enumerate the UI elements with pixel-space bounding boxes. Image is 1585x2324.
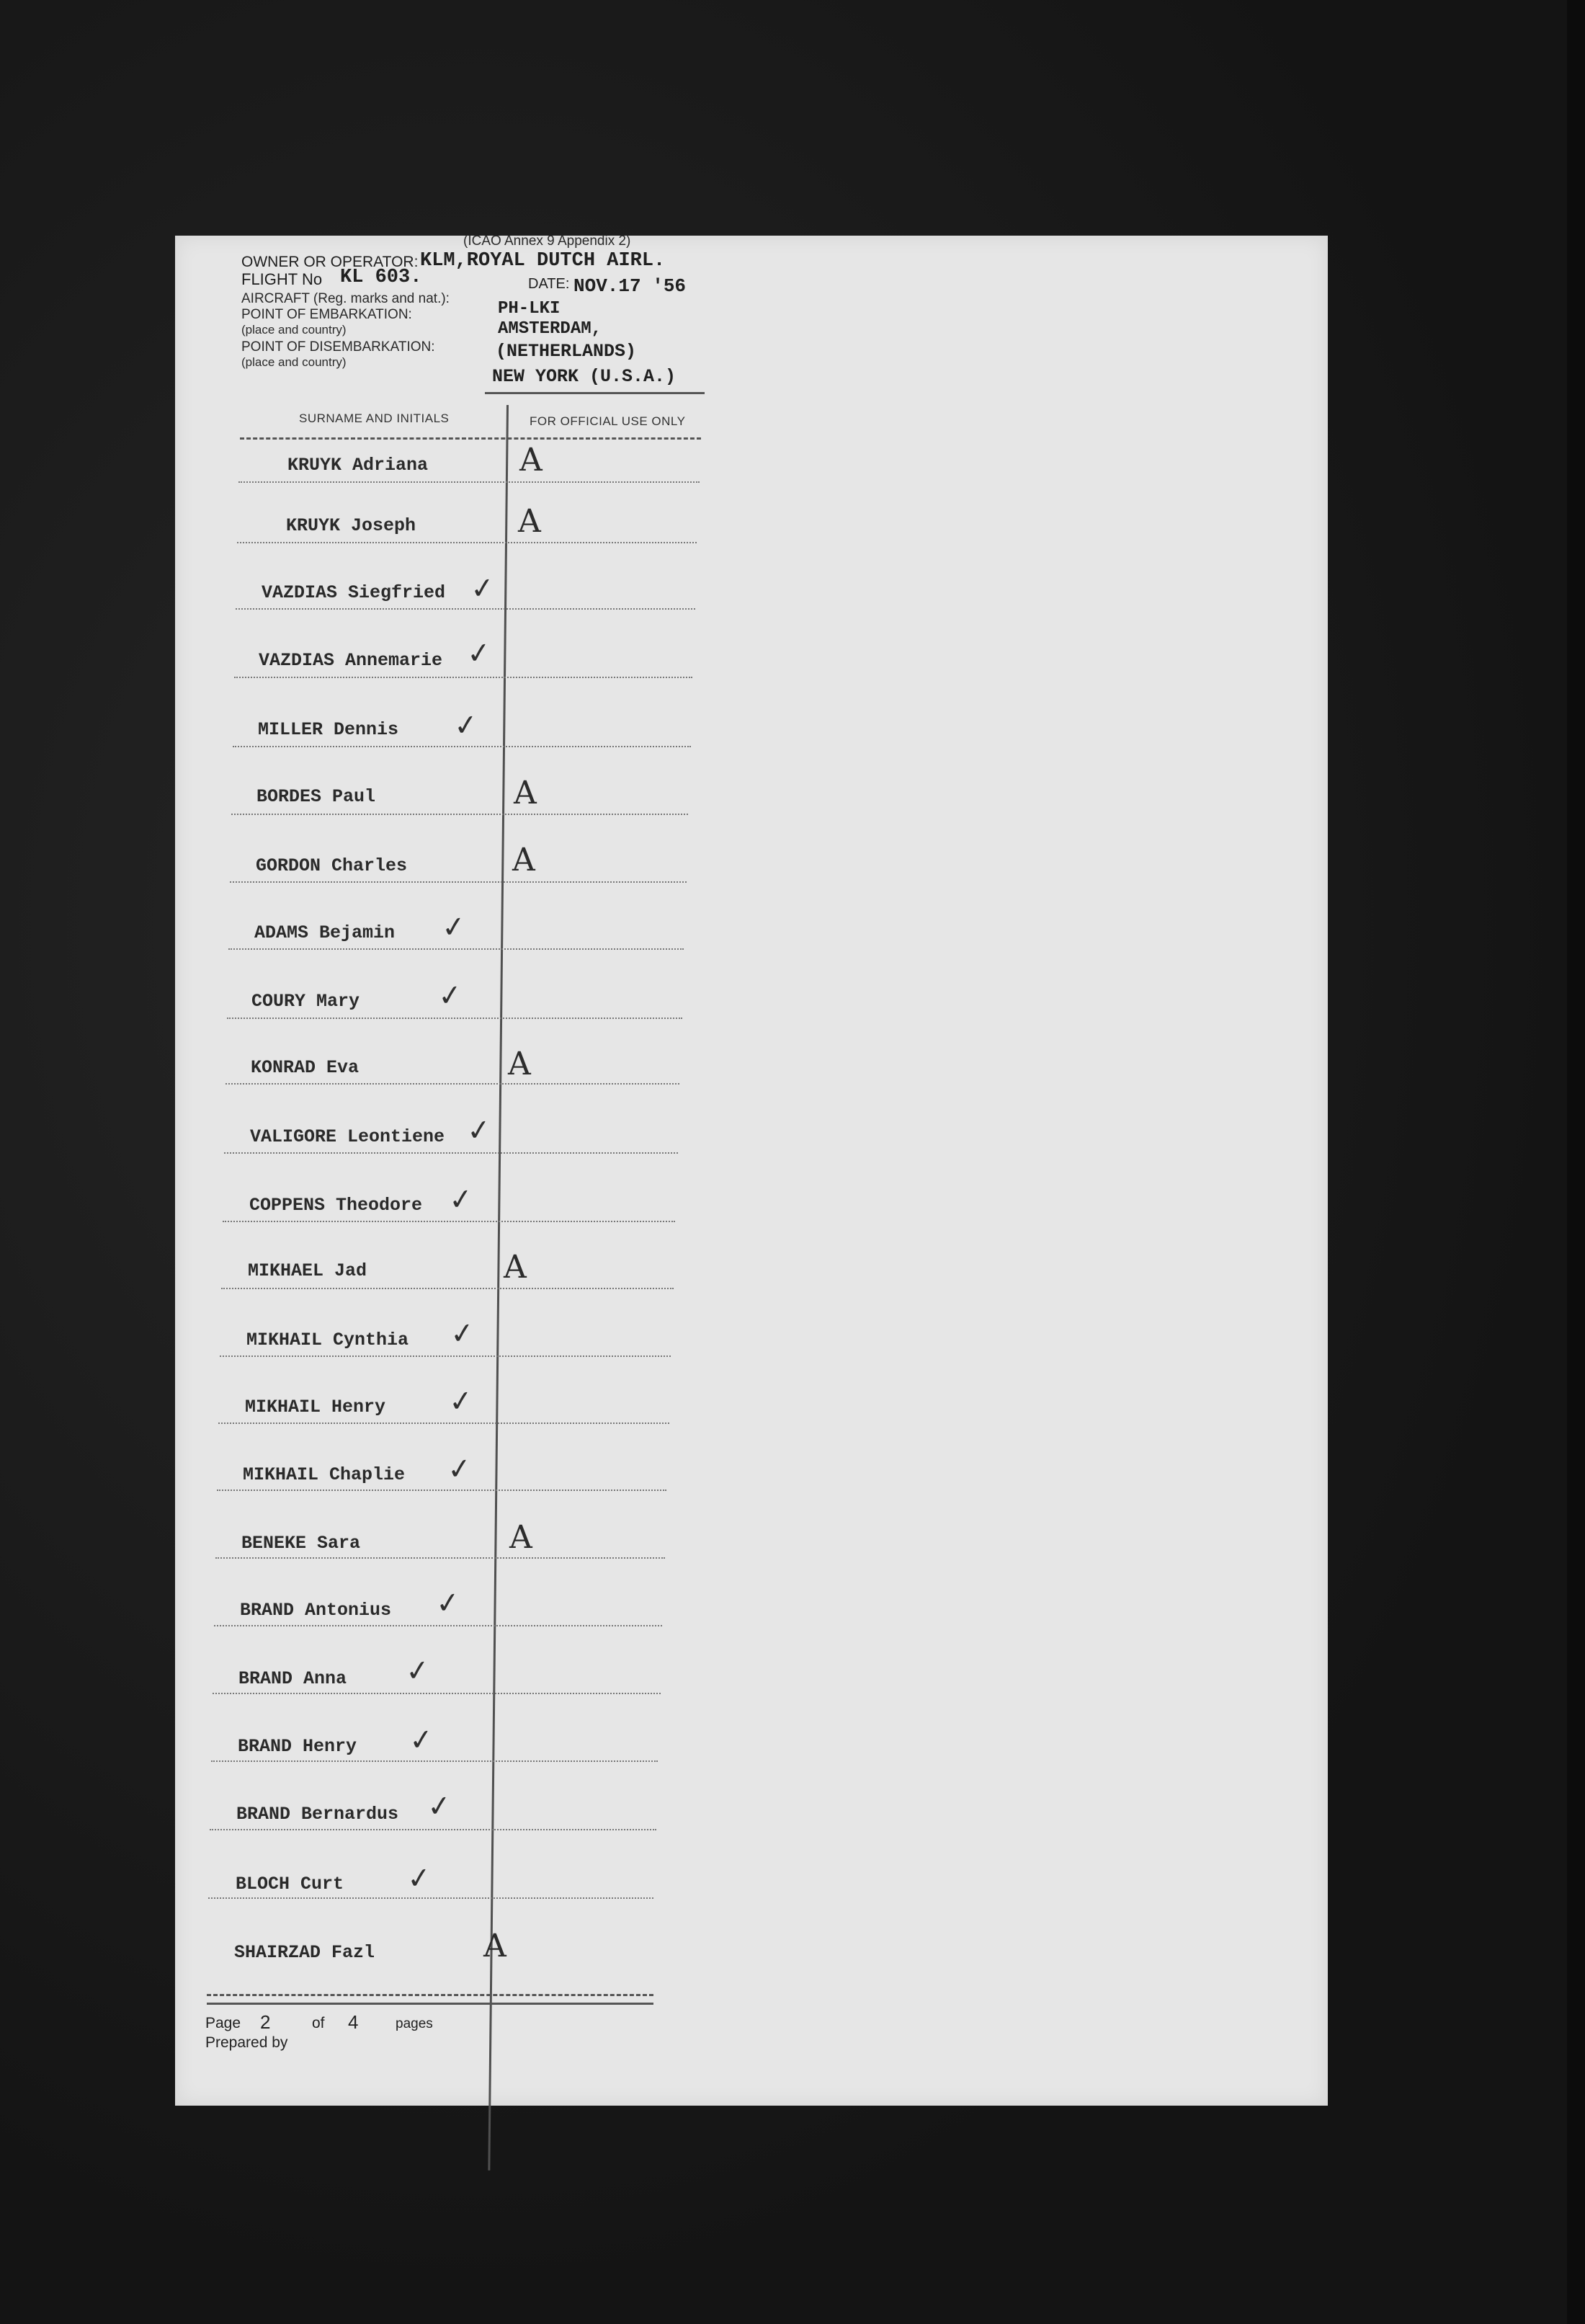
row-rule xyxy=(236,608,695,610)
official-mark: A xyxy=(518,503,541,540)
official-mark: A xyxy=(514,775,537,811)
row-rule xyxy=(215,1557,665,1559)
aircraft-label: AIRCRAFT (Reg. marks and nat.): xyxy=(241,291,450,306)
row-rule xyxy=(210,1829,656,1830)
manifest-sheet xyxy=(175,233,1328,2106)
passenger-name: BRAND Anna xyxy=(238,1668,347,1689)
row-rule xyxy=(223,1221,675,1222)
row-rule xyxy=(218,1423,669,1424)
row-rule xyxy=(238,481,700,483)
passenger-name: VALIGORE Leontiene xyxy=(250,1126,445,1147)
row-rule xyxy=(211,1760,658,1762)
aircraft-value: PH-LKI xyxy=(498,299,561,319)
icao-note: (ICAO Annex 9 Appendix 2) xyxy=(463,233,631,249)
flight-value: KL 603. xyxy=(340,267,422,288)
flight-label: FLIGHT No xyxy=(241,270,323,288)
official-mark: ✓ xyxy=(445,1451,473,1487)
official-mark: ✓ xyxy=(407,1722,435,1758)
passenger-name: GORDON Charles xyxy=(256,855,408,876)
row-rule xyxy=(220,1355,671,1357)
official-mark: A xyxy=(504,1249,527,1286)
passenger-name: MIKHAIL Henry xyxy=(245,1397,386,1417)
header-rule xyxy=(485,392,705,394)
passenger-name: MIKHAIL Cynthia xyxy=(246,1330,409,1350)
date-value: NOV.17 '56 xyxy=(573,275,687,297)
passenger-name: KONRAD Eva xyxy=(251,1057,360,1078)
date-label: DATE: xyxy=(528,276,570,292)
prepared-by-label: Prepared by xyxy=(205,2034,288,2051)
official-mark: ✓ xyxy=(436,978,464,1014)
official-mark: ✓ xyxy=(425,1789,453,1825)
passenger-name: BRAND Antonius xyxy=(240,1600,392,1621)
embarkation-value-2: (NETHERLANDS) xyxy=(496,341,637,362)
official-mark: A xyxy=(483,1928,506,1964)
passenger-name: BLOCH Curt xyxy=(236,1874,344,1895)
official-mark: A xyxy=(508,1046,531,1082)
official-mark: A xyxy=(519,442,543,478)
row-rule xyxy=(233,746,691,747)
column-heading-official: FOR OFFICIAL USE ONLY xyxy=(530,414,686,428)
official-mark: ✓ xyxy=(465,1113,493,1149)
column-heading-names: SURNAME AND INITIALS xyxy=(299,411,450,425)
passenger-name: KRUYK Adriana xyxy=(287,455,429,476)
official-mark: ✓ xyxy=(439,909,468,945)
page-label: Page xyxy=(205,2015,241,2031)
embarkation-value: AMSTERDAM, xyxy=(498,319,602,339)
column-heading-rule xyxy=(240,437,701,440)
row-rule xyxy=(228,948,684,950)
official-mark: ✓ xyxy=(468,571,496,607)
of-label: of xyxy=(312,2015,325,2031)
passenger-name: VAZDIAS Siegfried xyxy=(262,582,446,603)
official-mark: ✓ xyxy=(403,1653,432,1689)
owner-label: OWNER OR OPERATOR: xyxy=(241,254,419,270)
row-rule xyxy=(237,542,697,543)
bottom-rule xyxy=(207,1994,653,1996)
row-rule xyxy=(231,814,688,815)
film-edge-strip xyxy=(1567,0,1585,2324)
row-rule xyxy=(221,1288,674,1289)
passenger-name: MIKHAIL Chaplie xyxy=(243,1464,406,1485)
pages-label: pages xyxy=(396,2016,433,2031)
page-total: 4 xyxy=(348,2011,359,2033)
passenger-name: ADAMS Bejamin xyxy=(254,922,396,943)
passenger-name: MIKHAEL Jad xyxy=(248,1260,367,1281)
passenger-name: BRAND Henry xyxy=(238,1736,357,1757)
official-mark: ✓ xyxy=(447,1182,475,1218)
official-mark: ✓ xyxy=(448,1316,476,1352)
official-mark: A xyxy=(512,842,535,878)
disembarkation-sub: (place and country) xyxy=(241,355,347,369)
row-rule xyxy=(224,1152,678,1154)
passenger-name: BRAND Bernardus xyxy=(236,1804,399,1825)
row-rule xyxy=(214,1625,662,1626)
official-mark: ✓ xyxy=(405,1861,433,1897)
row-rule xyxy=(213,1693,661,1694)
official-mark: ✓ xyxy=(465,636,493,672)
passenger-name: COURY Mary xyxy=(251,991,360,1012)
disembarkation-label: POINT OF DISEMBARKATION: xyxy=(241,339,435,355)
row-rule xyxy=(234,677,692,678)
bottom-rule-2 xyxy=(207,2003,653,2005)
passenger-name: COPPENS Theodore xyxy=(249,1195,423,1216)
official-mark: A xyxy=(509,1519,532,1556)
passenger-name: BORDES Paul xyxy=(256,786,376,807)
page-number: 2 xyxy=(260,2011,271,2033)
embarkation-sub: (place and country) xyxy=(241,323,347,337)
official-mark: ✓ xyxy=(434,1585,462,1621)
official-mark: ✓ xyxy=(452,708,480,744)
row-rule xyxy=(230,881,687,883)
passenger-name: KRUYK Joseph xyxy=(286,515,416,536)
passenger-name: BENEKE Sara xyxy=(241,1533,361,1554)
official-mark: ✓ xyxy=(447,1384,475,1420)
passenger-name: MILLER Dennis xyxy=(258,719,399,740)
disembarkation-value: NEW YORK (U.S.A.) xyxy=(492,366,677,387)
row-rule xyxy=(227,1018,682,1019)
passenger-name: VAZDIAS Annemarie xyxy=(259,650,443,671)
owner-value: KLM,ROYAL DUTCH AIRL. xyxy=(420,250,666,272)
passenger-name: SHAIRZAD Fazl xyxy=(234,1942,375,1963)
row-rule xyxy=(208,1897,653,1899)
embarkation-label: POINT OF EMBARKATION: xyxy=(241,307,412,322)
row-rule xyxy=(217,1490,666,1491)
row-rule xyxy=(226,1083,679,1085)
